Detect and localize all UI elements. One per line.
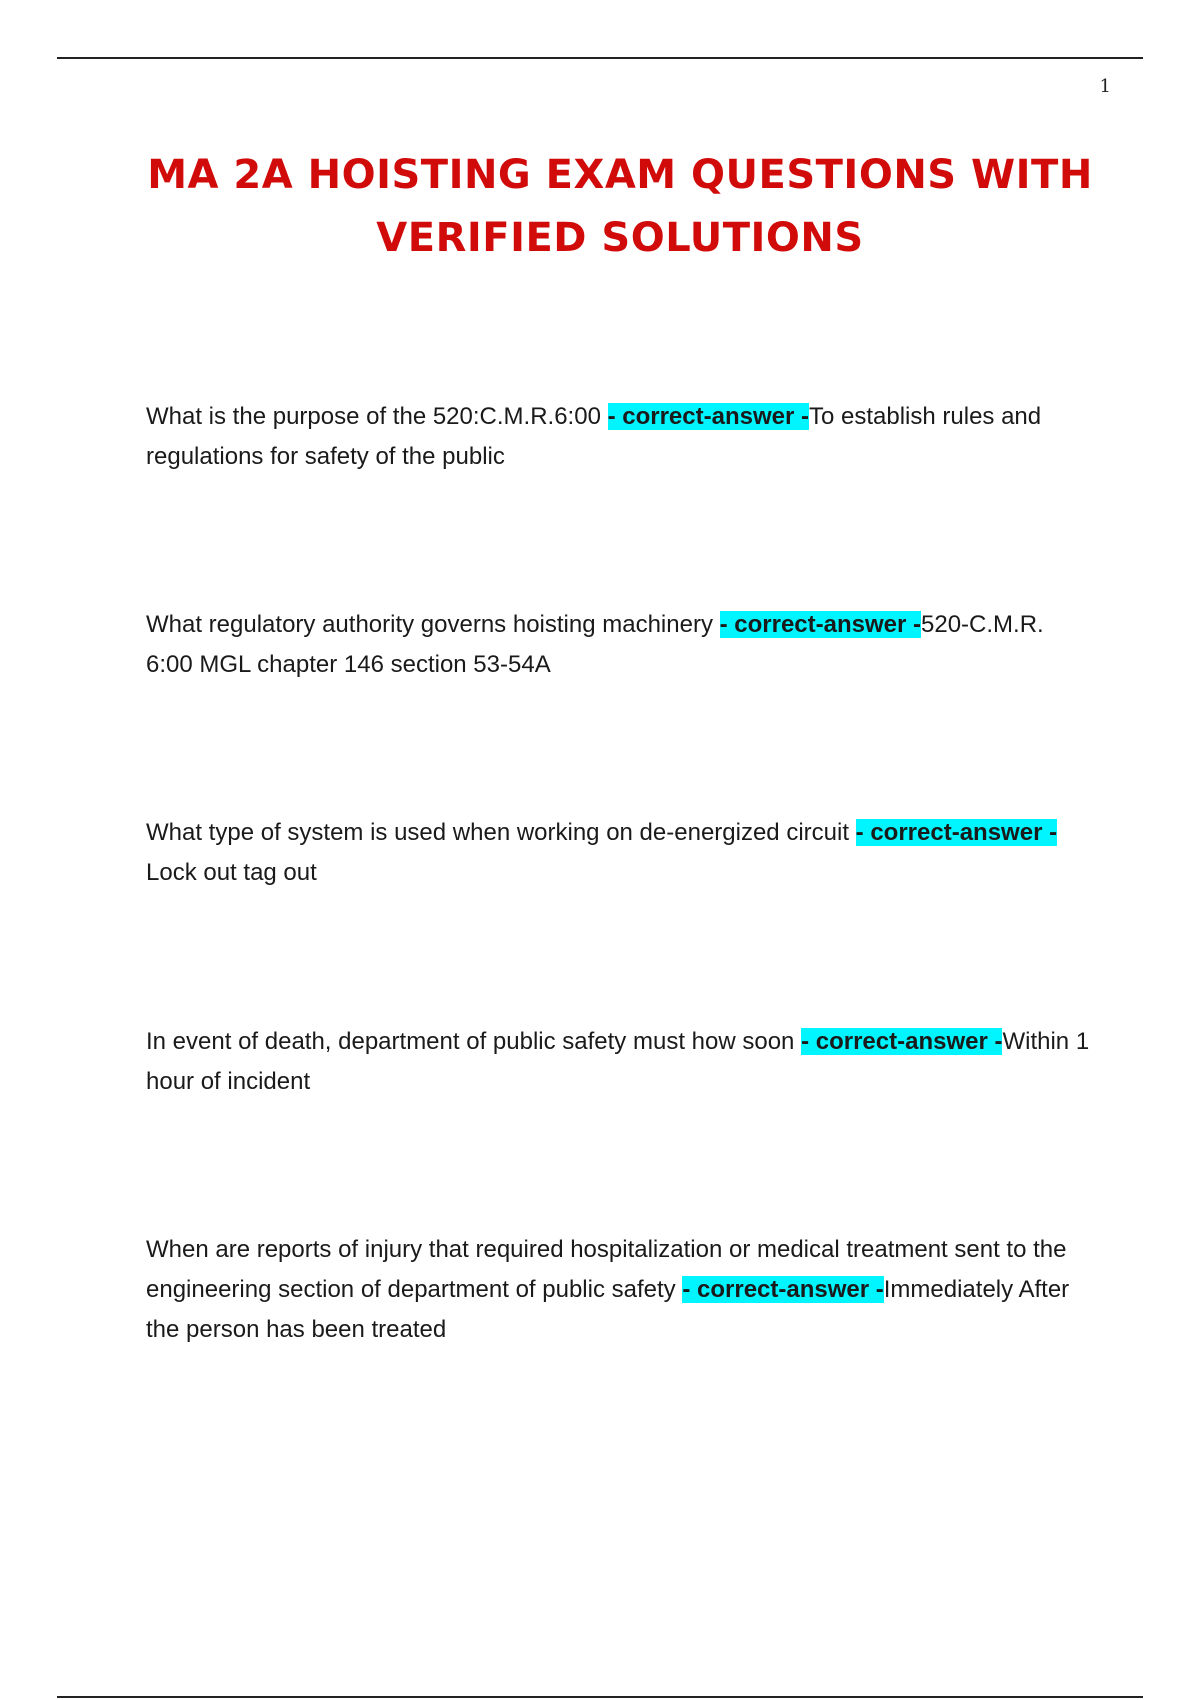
correct-answer-marker: - correct-answer - [801, 1028, 1003, 1055]
document-title [100, 144, 1140, 270]
answer-text: Within 1 hour of incident [146, 1028, 1090, 1095]
question-text: When are reports of injury that required hospitalization or medical treatment sent to the engineering section of department of public safety [146, 1236, 1067, 1303]
answer-text: Immediately After the person has been treated [146, 1276, 1070, 1343]
correct-answer-marker: - correct-answer - [719, 611, 922, 638]
question-text: What type of system is used when working on de-energized circuit [146, 819, 856, 846]
answer-text: To establish rules and regulations for safety of the public [146, 403, 1042, 470]
page-number: 1 [1099, 76, 1111, 97]
correct-answer-marker: - correct-answer - [682, 1276, 884, 1303]
title-line-2: VERIFIED SOLUTIONS [376, 215, 864, 261]
question-text: In event of death, department of public safety must how soon [146, 1028, 802, 1055]
qa-item-3 [146, 813, 1096, 893]
qa-item-4 [146, 1022, 1096, 1102]
correct-answer-marker: - correct-answer - [607, 403, 809, 430]
qa-item-5 [146, 1230, 1096, 1350]
qa-item-2 [146, 605, 1096, 685]
question-text: What is the purpose of the 520:C.M.R.6:00 [146, 403, 608, 430]
answer-text: 520-C.M.R. 6:00 MGL chapter 146 section 53-54A [146, 611, 1044, 678]
correct-answer-marker: - correct-answer - [855, 819, 1058, 846]
header-rule [57, 57, 1143, 59]
qa-item-1 [146, 397, 1096, 477]
question-text: What regulatory authority governs hoisting machinery [146, 611, 720, 638]
title-line-1: MA 2A HOISTING EXAM QUESTIONS WITH [147, 152, 1093, 198]
footer-rule [57, 1696, 1143, 1698]
answer-text: Lock out tag out [146, 859, 317, 886]
